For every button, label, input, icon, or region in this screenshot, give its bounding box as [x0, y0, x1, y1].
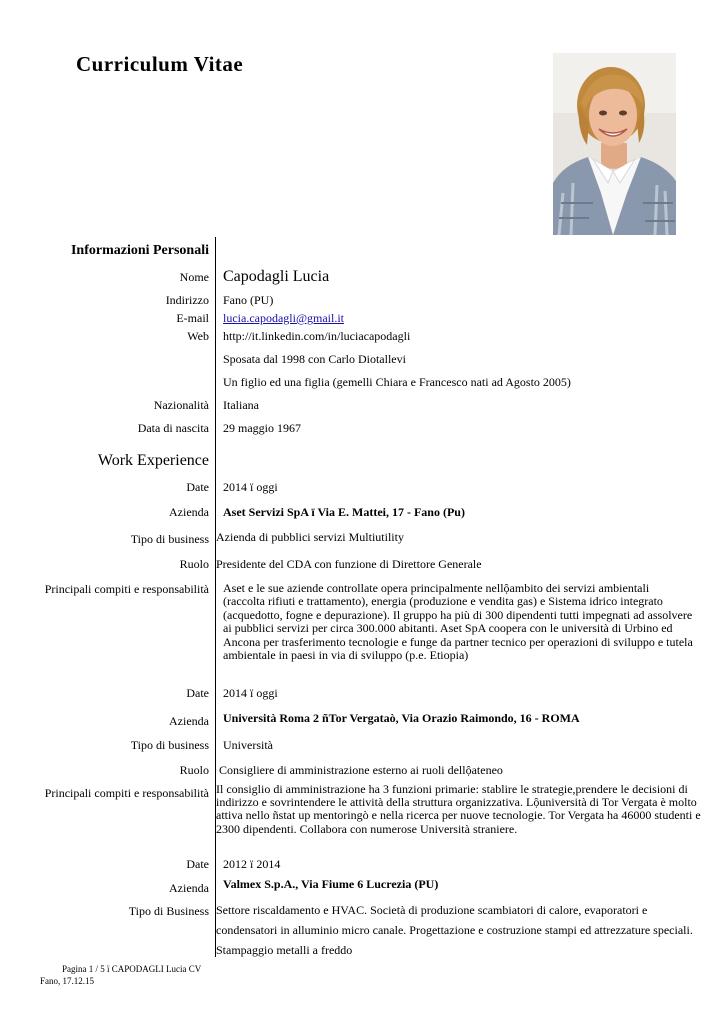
nationality-label: Nazionalità — [153, 398, 209, 412]
web-label: Web — [187, 329, 209, 343]
job-role: Presidente del CDA con funzione di Direttore Generale — [216, 557, 482, 571]
footer-page: Pagina 1 / 5 ï CAPODAGLI Lucia CV — [62, 964, 202, 974]
marital-status: Sposata dal 1998 con Carlo Diotallevi — [223, 352, 406, 366]
job-company-label: Azienda — [169, 881, 209, 895]
job-date: 2014 ï oggi — [223, 480, 278, 494]
job-role-label: Ruolo — [179, 557, 209, 571]
document-title: Curriculum Vitae — [76, 52, 244, 76]
job-business-label: Tipo di business — [130, 738, 209, 752]
job-role-label: Ruolo — [179, 763, 209, 777]
person-name: Capodagli Lucia — [223, 268, 330, 285]
children-info: Un figlio ed una figlia (gemelli Chiara e Francesco nati ad Agosto 2005) — [223, 375, 571, 389]
job-business-label: Tipo di business — [130, 532, 209, 546]
footer-place-date: Fano, 17.12.15 — [40, 976, 94, 986]
job-duties: Aset e le sue aziende controllate opera principalmente nellộambito dei servizi ambientali (raccolta rifiuti e trattamento), energia (produzione e vendita gas) e Sistema idrico integrato (acquedotto, fogne e depurazione). Il gruppo ha più di 300 dipendenti tutti impegnati ad assolvere ai pubblici servizi per circa 300.000 abitanti. Aset SpA coopera con le università di Urbino ed Ancona per trasferimento tecnologie e funge da partner tecnico per operazioni di sviluppo e tutela ambientale in paesi in via di sviluppo (p.e. Etiopia) — [223, 581, 693, 663]
job-role: Consigliere di amministrazione esterno ai ruoli dellộateneo — [219, 763, 503, 777]
job-business: Settore riscaldamento e HVAC. Società di produzione scambiatori di calore, evaporatori e condensatori in alluminio micro canale. Progettazione e costruzione stampi ed attrezzature speciali. Stampaggio metalli a freddo — [216, 903, 693, 957]
job-company: Aset Servizi SpA ï Via E. Mattei, 17 - Fano (Pu) — [223, 505, 465, 519]
job-duties: Il consiglio di amministrazione ha 3 funzioni primarie: stablire le strategie,prendere le decisioni di indirizzo e sovrintendere le attività della struttura organizzativa. Lộuniversità di Tor Vergata è molto attiva nello ñstat up mentoringò e nella ricerca per nuove tecnologie. Tor Vergata ha 46000 studenti e 2300 dipendenti. Collabora con numerose Università straniere. — [216, 782, 701, 836]
birth-label: Data di nascita — [137, 421, 209, 435]
web-value: http://it.linkedin.com/in/luciacapodagli — [223, 329, 411, 343]
job-date-label: Date — [186, 857, 209, 871]
section-title-personal: Informazioni Personali — [70, 243, 209, 258]
portrait-image — [553, 53, 676, 235]
job-date-label: Date — [186, 686, 209, 700]
job-company-label: Azienda — [169, 714, 209, 728]
job-business: Azienda di pubblici servizi Multiutility — [216, 530, 404, 544]
email-label: E-mail — [176, 311, 209, 325]
job-date: 2012 ï 2014 — [223, 857, 281, 871]
job-company: Valmex S.p.A., Via Fiume 6 Lucrezia (PU) — [223, 877, 439, 891]
address-label: Indirizzo — [165, 293, 209, 307]
column-divider — [215, 237, 216, 957]
address-value: Fano (PU) — [223, 293, 274, 307]
job-company-label: Azienda — [169, 505, 209, 519]
birth-value: 29 maggio 1967 — [223, 421, 301, 435]
profile-photo — [553, 53, 676, 235]
job-business: Università — [223, 738, 273, 752]
job-business-label: Tipo di Business — [128, 904, 209, 918]
section-title-work: Work Experience — [97, 452, 209, 469]
job-duties-label: Principali compiti e responsabilità — [44, 786, 209, 800]
email-link[interactable]: lucia.capodagli@gmail.it — [223, 311, 345, 325]
job-date-label: Date — [186, 480, 209, 494]
job-company: Università Roma 2 ñTor Vergataò, Via Orazio Raimondo, 16 - ROMA — [223, 711, 580, 725]
nationality-value: Italiana — [223, 398, 259, 412]
job-date: 2014 ï oggi — [223, 686, 278, 700]
job-duties-label: Principali compiti e responsabilità — [44, 582, 209, 596]
name-label: Nome — [179, 270, 209, 284]
